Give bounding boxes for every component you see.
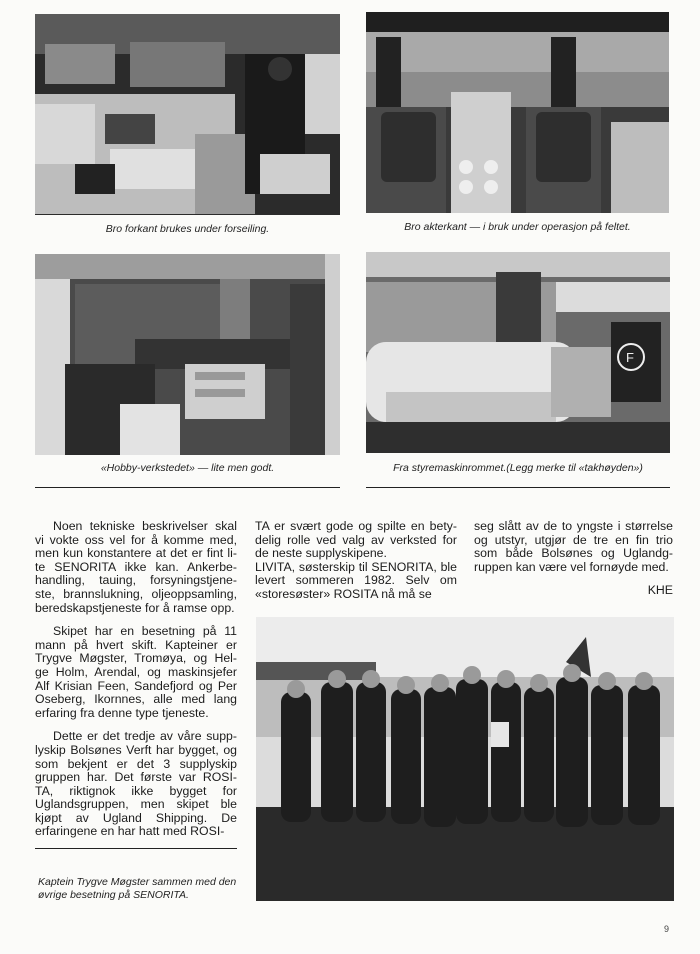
- paragraph: seg slått av de to yngste i størrelse og utstyr, utgjør de tre en fin trio som både Bolsønes og Uglandg- ruppen kan være vel fornøyde med.: [474, 519, 673, 574]
- article-column-3: [474, 520, 673, 598]
- photo-caption: Bro forkant brukes under forseiling.: [105, 223, 270, 235]
- paragraph: LIVITA, søsterskip til SENORITA, ble levert sommeren 1982. Selv om «storesøster» ROSITA nå må se: [255, 559, 457, 601]
- crew-photo-caption: Kaptein Trygve Møgster sammen med den øvrige besetning på SENORITA.: [38, 876, 237, 901]
- photo-hobby-workshop: [35, 254, 340, 455]
- photo-caption: Fra styremaskinrommet.(Legg merke til «takhøyden»): [393, 462, 643, 474]
- paragraph: Dette er det tredje av våre supp- lyskip Bolsønes Verft har bygget, og som bekjent er det 3 supplyskip gruppen har. Det første var ROSI- TA, riktignok ikke bygget for Uglandsgruppen, men skipet ble kjøpt av Ugland Shipping. De erfaringene en har hatt med ROSI-: [35, 729, 237, 839]
- photo-crew: [256, 617, 674, 901]
- divider: [35, 487, 340, 488]
- photo-steering-room: [366, 252, 670, 453]
- paragraph: TA er svært gode og spilte en bety- delig rolle ved valg av verksted for de neste supplyskipene.: [255, 519, 457, 561]
- paragraph: Skipet har en besetning på 11 mann på hvert skift. Kapteiner er Trygve Møgster, Tromøya, og Hel- ge Holm, Arendal, og maskinsjefer Alf Krisian Feen, Sandefjord og Per Oseberg, Ikornnes, alle med lang erfaring fra denne type tjeneste.: [35, 624, 237, 720]
- article-column-1: [35, 520, 237, 849]
- divider: [366, 487, 670, 488]
- paragraph: Noen tekniske beskrivelser skal vi vokte oss vel for å komme med, men kun konstantere at det er fint li- te SENORITA ikke kan. Ankerbe- handling, tauing, forsyningstjene- ste, brannslukning, oljeoppsamling, beredskapstjeneste for å ramse opp.: [35, 519, 237, 615]
- divider: [35, 848, 237, 849]
- article-column-2: [255, 520, 457, 612]
- svg-text:F: F: [626, 350, 634, 365]
- photo-bridge-aft: [366, 12, 669, 213]
- photo-caption: Bro akterkant — i bruk under operasjon på feltet.: [404, 221, 631, 233]
- photo-bridge-forward: [35, 14, 340, 215]
- photo-caption: «Hobby-verkstedet» — lite men godt.: [100, 462, 275, 474]
- author-signature: KHE: [647, 583, 673, 598]
- page-number: 9: [664, 924, 670, 934]
